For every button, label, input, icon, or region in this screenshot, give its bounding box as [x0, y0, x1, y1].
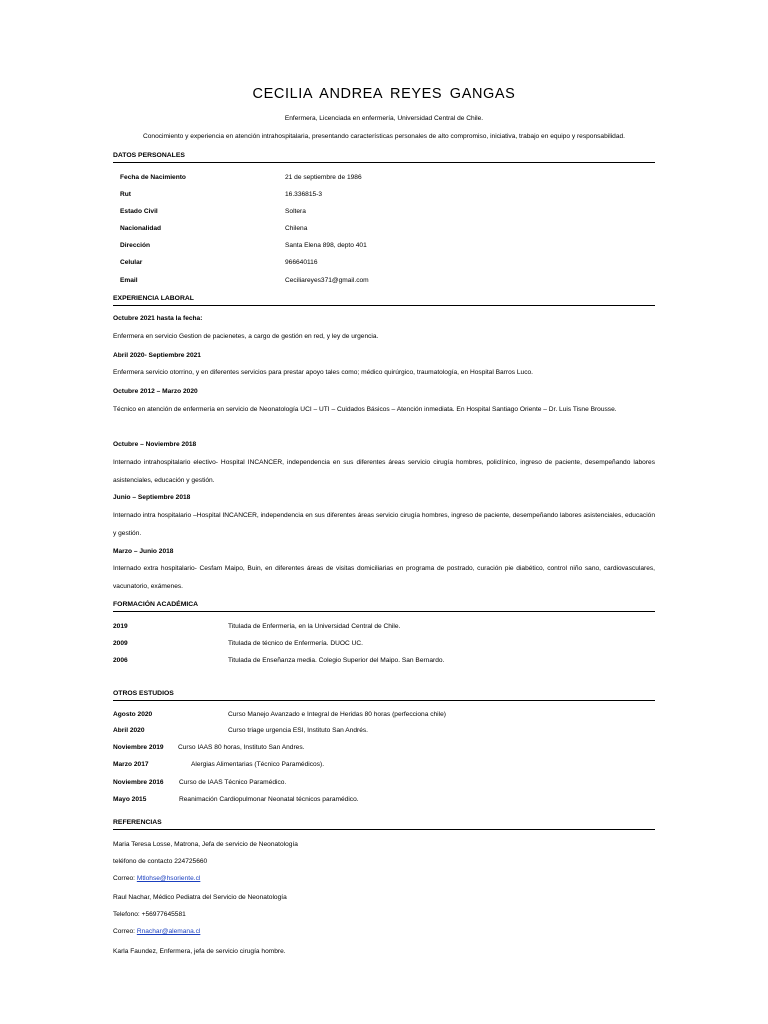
- course-description: Alergias Alimentarias (Técnico Paramédicos).: [191, 761, 325, 768]
- reference-line: Karla Faundez, Enfermera, jefa de servicio cirugía hombre.: [113, 948, 286, 955]
- field-value: 16.336815-3: [285, 191, 323, 198]
- course-date: Noviembre 2016: [113, 779, 164, 786]
- field-value: 966640116: [285, 259, 318, 266]
- reference-email-label: Correo:: [113, 928, 137, 935]
- field-label: Nacionalidad: [120, 225, 162, 232]
- job-description: Internado intra hospitalario –Hospital INCANCER, independencia en sus diferentes áreas servicio cirugía hombres, ingreso de paciente, desempeñando labores asistenciales, educación y gestión.: [113, 512, 655, 537]
- course-description: Reanimación Cardiopulmonar Neonatal técnicos paramédico.: [179, 796, 359, 803]
- section-title-estudios: OTROS ESTUDIOS: [113, 690, 655, 701]
- job-description: Internado intrahospitalario electivo- Hospital INCANCER, independencia en sus diferentes áreas servicio cirugía hombres, policlínico, ingreso de paciente, desempeñando labores asistenciales, educación y gestión.: [113, 459, 655, 484]
- reference-email-link[interactable]: Rnachar@alemana.cl: [136, 928, 201, 935]
- field-value: 21 de septiembre de 1986: [285, 174, 362, 181]
- section-title-referencias: REFERENCIAS: [113, 819, 655, 830]
- job-description: Enfermera servicio otorrino, y en diferentes servicios para prestar apoyo tales como; médico quirúrgico, traumatología, en Hospital Barros Luco.: [113, 369, 534, 376]
- reference-email-line: [113, 875, 200, 882]
- reference-line: Raul Nachar, Médico Pediatra del Servicio de Neonatología: [113, 894, 287, 901]
- job-period: Abril 2020- Septiembre 2021: [113, 352, 201, 359]
- email-value: Ceciliareyes371@gmail.com: [285, 277, 369, 284]
- section-title-experiencia: EXPERIENCIA LABORAL: [113, 295, 655, 306]
- field-label: Dirección: [120, 242, 151, 249]
- profile-summary: Conocimiento y experiencia en atención intrahospitalaria, presentando características personales de alto compromiso, iniciativa, trabajo en equipo y responsabilidad.: [143, 133, 625, 140]
- education-year: 2006: [113, 657, 128, 664]
- job-description: Técnico en atención de enfermería en servicio de Neonatología UCI – UTI – Cuidados Básicos – Atención inmediata. En Hospital Santiago Oriente – Dr. Luis Tisne Brousse.: [113, 406, 617, 413]
- job-period: Junio – Septiembre 2018: [113, 494, 191, 501]
- field-label: Fecha de Nacimiento: [120, 174, 186, 181]
- field-value: Chilena: [285, 225, 308, 232]
- field-value: Santa Elena 898, depto 401: [285, 242, 367, 249]
- reference-email-label: Correo:: [113, 875, 137, 882]
- course-date: Agosto 2020: [113, 711, 153, 718]
- course-date: Abril 2020: [113, 727, 145, 734]
- job-period: Octubre – Noviembre 2018: [113, 441, 197, 448]
- field-label: Rut: [120, 191, 131, 198]
- education-description: Titulada de Enseñanza media. Colegio Superior del Maipo. San Bernardo.: [228, 657, 445, 664]
- job-period: Marzo – Junio 2018: [113, 548, 174, 555]
- education-description: Titulada de Enfermería, en la Universidad Central de Chile.: [228, 623, 401, 630]
- course-description: Curso triage urgencia ESI, Instituto San Andrés.: [228, 727, 369, 734]
- section-title-datos: DATOS PERSONALES: [113, 152, 655, 163]
- field-label: Email: [120, 277, 138, 284]
- reference-line: Telefono: +56977645581: [113, 911, 186, 918]
- profession-line: Enfermera, Licenciada en enfermería, Universidad Central de Chile.: [284, 115, 484, 122]
- reference-email-line: [113, 928, 200, 935]
- course-description: Curso Manejo Avanzado e Integral de Heridas 80 horas (perfecciona chile): [228, 711, 446, 718]
- job-period: Octubre 2012 – Marzo 2020: [113, 388, 198, 395]
- education-year: 2019: [113, 623, 128, 630]
- job-description: Enfermera en servicio Gestion de pacienetes, a cargo de gestión en red, y ley de urgencia.: [113, 333, 379, 340]
- section-title-formacion: FORMACIÓN ACADÉMICA: [113, 601, 655, 612]
- course-date: Mayo 2015: [113, 796, 147, 803]
- course-description: Curso IAAS 80 horas, Instituto San Andres.: [178, 744, 305, 751]
- field-label: Celular: [120, 259, 143, 266]
- reference-line: teléfono de contacto 224725660: [113, 858, 208, 865]
- field-label: Estado Civil: [120, 208, 158, 215]
- course-date: Marzo 2017: [113, 761, 149, 768]
- education-year: 2009: [113, 640, 128, 647]
- course-date: Noviembre 2019: [113, 744, 164, 751]
- field-value: Soltera: [285, 208, 306, 215]
- job-period: Octubre 2021 hasta la fecha:: [113, 315, 203, 322]
- reference-line: Maria Teresa Losse, Matrona, Jefa de servicio de Neonatología: [113, 841, 298, 848]
- education-description: Titulada de técnico de Enfermería. DUOC UC.: [228, 640, 363, 647]
- candidate-name: CECILIA ANDREA REYES GANGAS: [252, 86, 516, 102]
- reference-email-link[interactable]: Mtlohse@hsoriente.cl: [136, 875, 201, 882]
- job-description: Internado extra hospitalario- Cesfam Maipo, Buin, en diferentes áreas de visitas domiciliarias en programa de postrado, curación pie diabético, control niño sano, cardiovasculares, vacunatorio, exámenes.: [113, 565, 655, 590]
- course-description: Curso de IAAS Técnico Paramédico.: [179, 779, 287, 786]
